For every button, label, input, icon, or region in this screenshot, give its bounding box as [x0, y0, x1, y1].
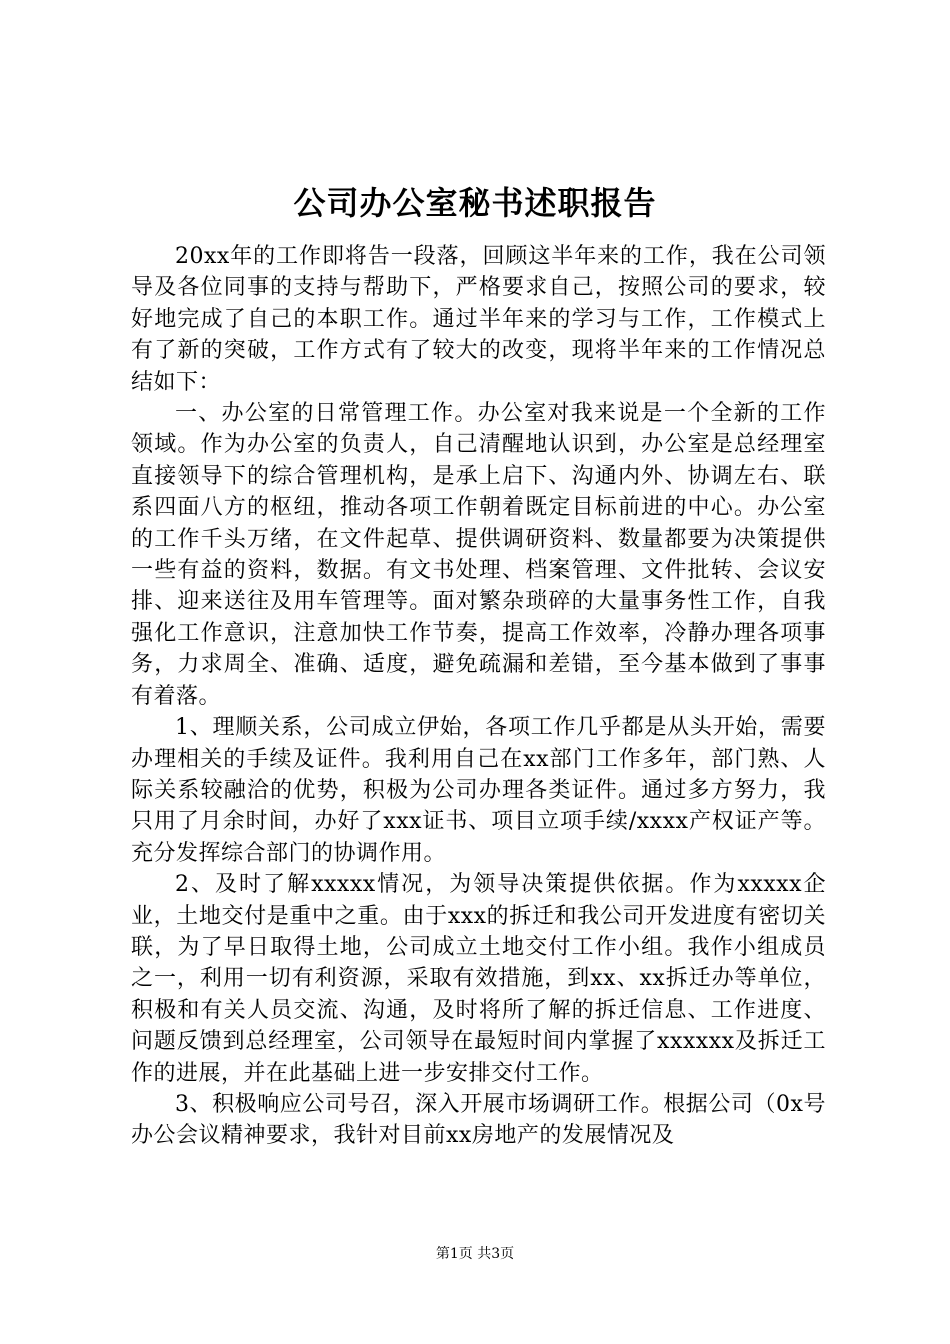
paragraph: 1、理顺关系，公司成立伊始，各项工作几乎都是从头开始，需要办理相关的手续及证件。我利用自己在xx部门工作多年，部门熟、人际关系较融洽的优势，积极为公司办理各类证件。通过多方努力，我只用了月余时间，办好了xxx证书、项目立项手续/xxxx产权证产等。充分发挥综合部门的协调作用。 [131, 715, 826, 866]
paragraph: 3、积极响应公司号召，深入开展市场调研工作。根据公司（0x号办公会议精神要求，我针对目前xx房地产的发展情况及 [131, 1091, 826, 1149]
paragraph: 2、及时了解xxxxx情况，为领导决策提供依据。作为xxxxx企业，土地交付是重中之重。由于xxx的拆迁和我公司开发进度有密切关联，为了早日取得土地，公司成立土地交付工作小组。我作小组成员之一，利用一切有利资源，采取有效措施，到xx、xx拆迁办等单位，积极和有关人员交流、沟通，及时将所了解的拆迁信息、工作进度、问题反馈到总经理室，公司领导在最短时间内掌握了xxxxxx及拆迁工作的进展，并在此基础上进一步安排交付工作。 [131, 872, 826, 1086]
document-title: 公司办公室秘书述职报告 [293, 184, 657, 222]
page-number-footer: 第1页 共3页 [435, 1246, 515, 1262]
paragraph: 20xx年的工作即将告一段落，回顾这半年来的工作，我在公司领导及各位同事的支持与帮助下，严格要求自己，按照公司的要求，较好地完成了自己的本职工作。通过半年来的学习与工作，工作模式上有了新的突破，工作方式有了较大的改变，现将半年来的工作情况总结如下： [131, 244, 826, 395]
document-body [131, 241, 826, 1152]
paragraph: 一、办公室的日常管理工作。办公室对我来说是一个全新的工作领域。作为办公室的负责人，自己清醒地认识到，办公室是总经理室直接领导下的综合管理机构，是承上启下、沟通内外、协调左右、联系四面八方的枢纽，推动各项工作朝着既定目标前进的中心。办公室的工作千头万绪，在文件起草、提供调研资料、数量都要为决策提供一些有益的资料，数据。有文书处理、档案管理、文件批转、会议安排、迎来送往及用车管理等。面对繁杂琐碎的大量事务性工作，自我强化工作意识，注意加快工作节奏，提高工作效率，冷静办理各项事务，力求周全、准确、适度，避免疏漏和差错，至今基本做到了事事有着落。 [131, 401, 826, 709]
